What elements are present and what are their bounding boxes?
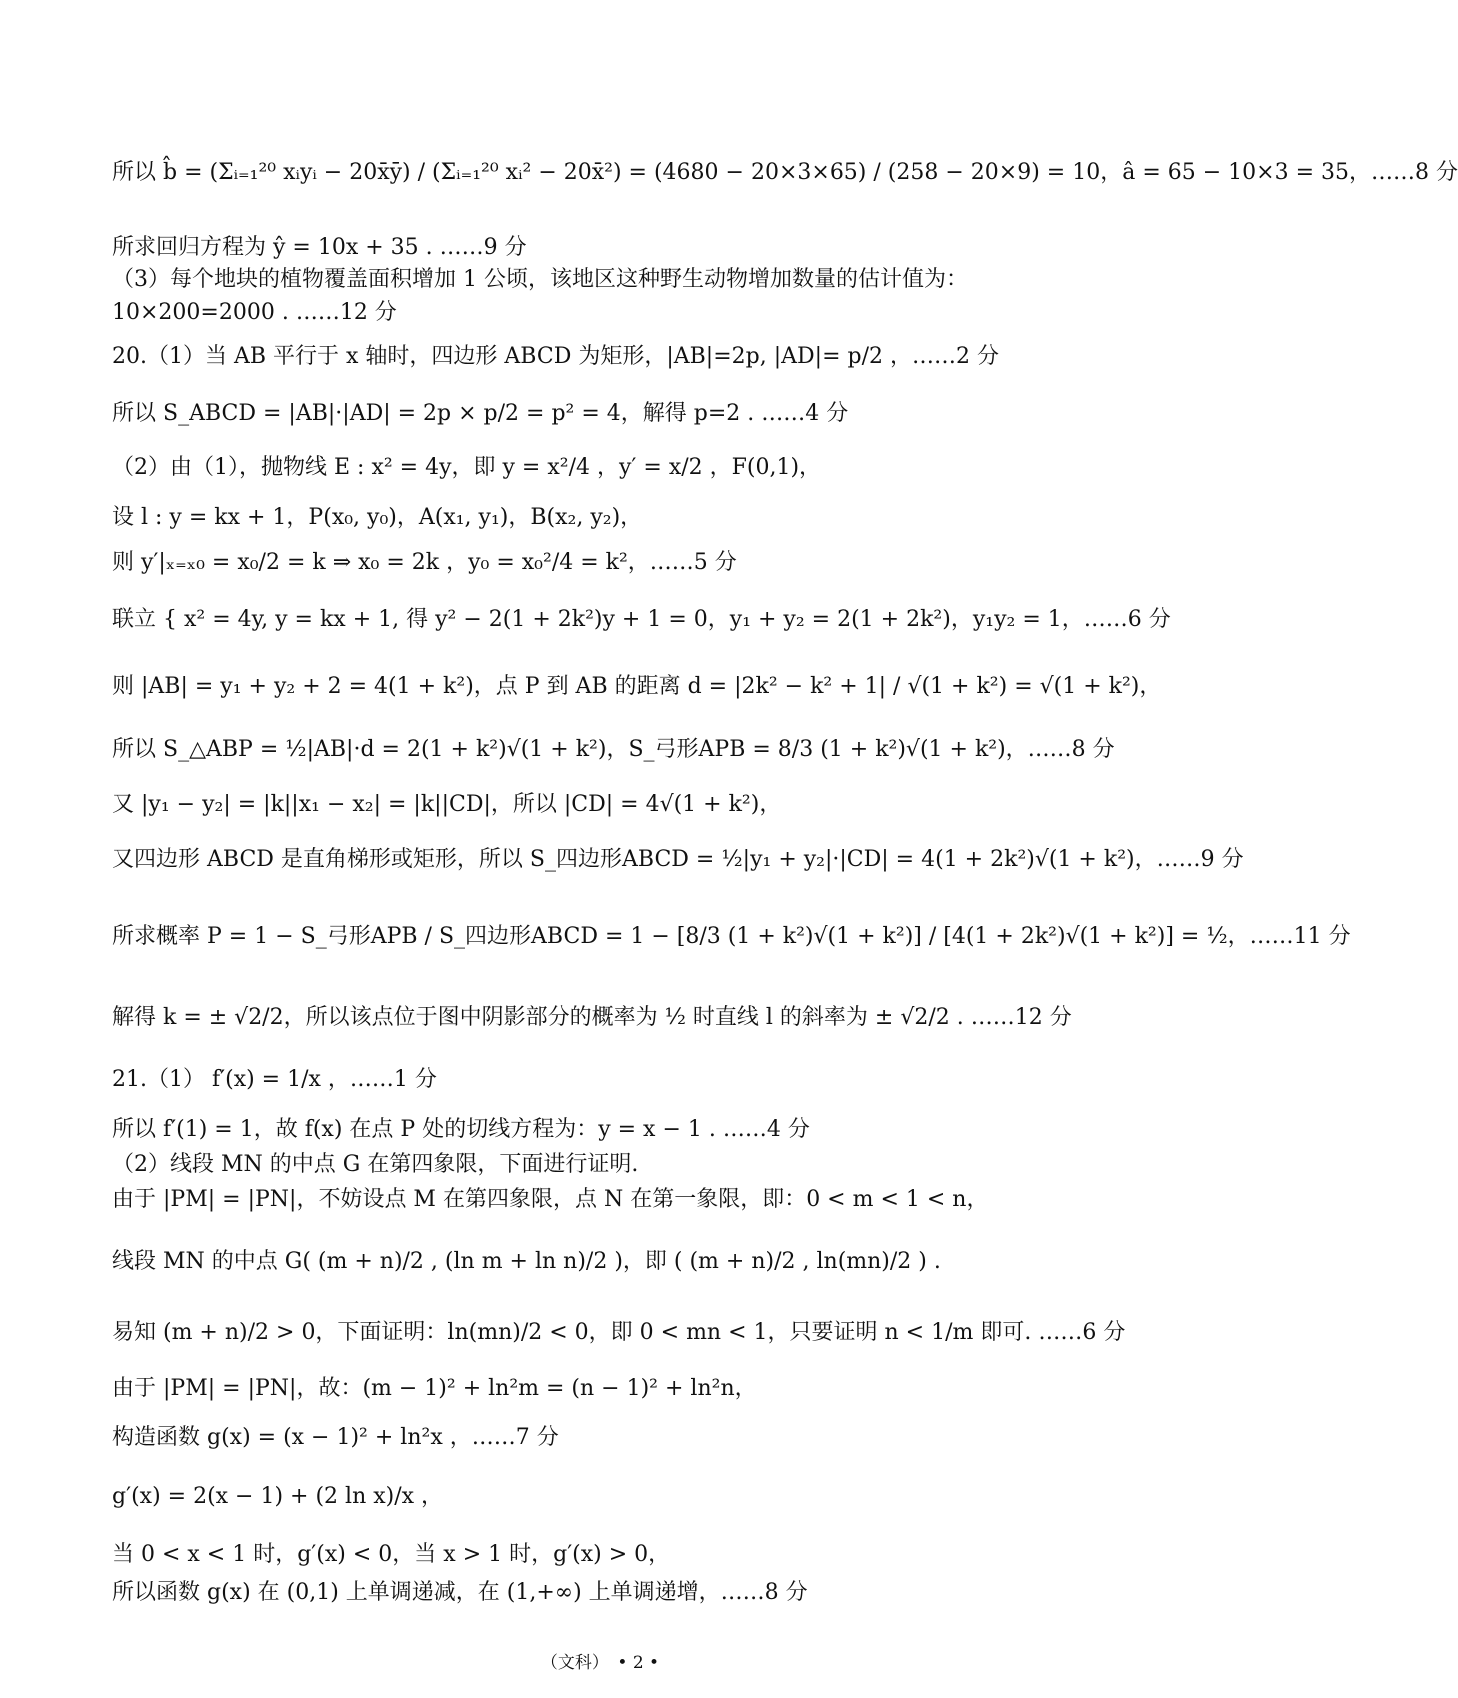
text-line-17: 21.（1） f′(x) = 1/x ，……1 分 xyxy=(112,1067,437,1092)
text-line-6: 所以 S_ABCD = |AB|·|AD| = 2p × p/2 = p² = 4，解得 p=2 . ……4 分 xyxy=(112,401,849,426)
text-line-2: 所求回归方程为 ŷ = 10x + 35 . ……9 分 xyxy=(112,235,527,260)
text-line-24: 构造函数 g(x) = (x − 1)² + ln²x ，……7 分 xyxy=(112,1425,559,1450)
text-line-1: 所以 b̂ = (Σᵢ₌₁²⁰ xᵢyᵢ − 20x̄ȳ) / (Σᵢ₌₁²⁰ xᵢ² − 20x̄²) = (4680 − 20×3×65) / (258 − 20×9) = 10，â = 65 − 10×3 = 35，……8 分 xyxy=(112,160,1458,185)
text-line-26: 当 0 < x < 1 时，g′(x) < 0，当 x > 1 时，g′(x) > 0， xyxy=(112,1542,671,1567)
text-line-8: 设 l : y = kx + 1，P(x₀, y₀)，A(x₁, y₁)，B(x₂, y₂)， xyxy=(112,505,643,530)
text-line-5: 20.（1）当 AB 平行于 x 轴时，四边形 ABCD 为矩形，|AB|=2p, |AD|= p/2 ，……2 分 xyxy=(112,344,999,369)
text-line-9: 则 y′|ₓ₌ₓ₀ = x₀/2 = k ⇒ x₀ = 2k ，y₀ = x₀²/4 = k²，……5 分 xyxy=(112,550,737,575)
text-line-22: 易知 (m + n)/2 > 0，下面证明：ln(mn)/2 < 0，即 0 < mn < 1，只要证明 n < 1/m 即可. ……6 分 xyxy=(112,1320,1126,1345)
text-line-20: 由于 |PM| = |PN|，不妨设点 M 在第四象限，点 N 在第一象限，即：0 < m < 1 < n， xyxy=(112,1187,989,1212)
page-footer: （文科） • 2 • xyxy=(540,1653,660,1673)
text-line-11: 则 |AB| = y₁ + y₂ + 2 = 4(1 + k²)，点 P 到 AB 的距离 d = |2k² − k² + 1| / √(1 + k²) = √(1 + k²)， xyxy=(112,674,1162,699)
text-line-14: 又四边形 ABCD 是直角梯形或矩形，所以 S_四边形ABCD = ½|y₁ + y₂|·|CD| = 4(1 + 2k²)√(1 + k²)，……9 分 xyxy=(112,847,1244,872)
text-line-13: 又 |y₁ − y₂| = |k||x₁ − x₂| = |k||CD|，所以 |CD| = 4√(1 + k²)， xyxy=(112,792,782,817)
text-line-16: 解得 k = ± √2/2，所以该点位于图中阴影部分的概率为 ½ 时直线 l 的斜率为 ± √2/2 . ……12 分 xyxy=(112,1005,1072,1030)
text-line-3: （3）每个地块的植物覆盖面积增加 1 公顷，该地区这种野生动物增加数量的估计值为： xyxy=(112,267,968,292)
text-line-4: 10×200=2000 . ……12 分 xyxy=(112,300,397,325)
text-line-18: 所以 f′(1) = 1，故 f(x) 在点 P 处的切线方程为：y = x − 1 . ……4 分 xyxy=(112,1117,810,1142)
text-line-25: g′(x) = 2(x − 1) + (2 ln x)/x ， xyxy=(112,1484,444,1509)
text-line-27: 所以函数 g(x) 在 (0,1) 上单调递减，在 (1,+∞) 上单调递增，……8 分 xyxy=(112,1580,808,1605)
text-line-15: 所求概率 P = 1 − S_弓形APB / S_四边形ABCD = 1 − [8/3 (1 + k²)√(1 + k²)] / [4(1 + 2k²)√(1 + k²)] = ½，……11 分 xyxy=(112,924,1351,949)
text-line-12: 所以 S_△ABP = ½|AB|·d = 2(1 + k²)√(1 + k²)，S_弓形APB = 8/3 (1 + k²)√(1 + k²)，……8 分 xyxy=(112,737,1115,762)
text-line-19: （2）线段 MN 的中点 G 在第四象限，下面进行证明. xyxy=(112,1152,639,1177)
text-line-7: （2）由（1），抛物线 E : x² = 4y，即 y = x²/4 ，y′ = x/2 ，F(0,1)， xyxy=(112,455,822,480)
text-line-23: 由于 |PM| = |PN|，故：(m − 1)² + ln²m = (n − 1)² + ln²n， xyxy=(112,1376,757,1401)
text-line-10: 联立 { x² = 4y, y = kx + 1, 得 y² − 2(1 + 2k²)y + 1 = 0，y₁ + y₂ = 2(1 + 2k²)，y₁y₂ = 1，……6 分 xyxy=(112,607,1171,632)
text-line-21: 线段 MN 的中点 G( (m + n)/2 , (ln m + ln n)/2 )，即 ( (m + n)/2 , ln(mn)/2 ) . xyxy=(112,1249,941,1274)
